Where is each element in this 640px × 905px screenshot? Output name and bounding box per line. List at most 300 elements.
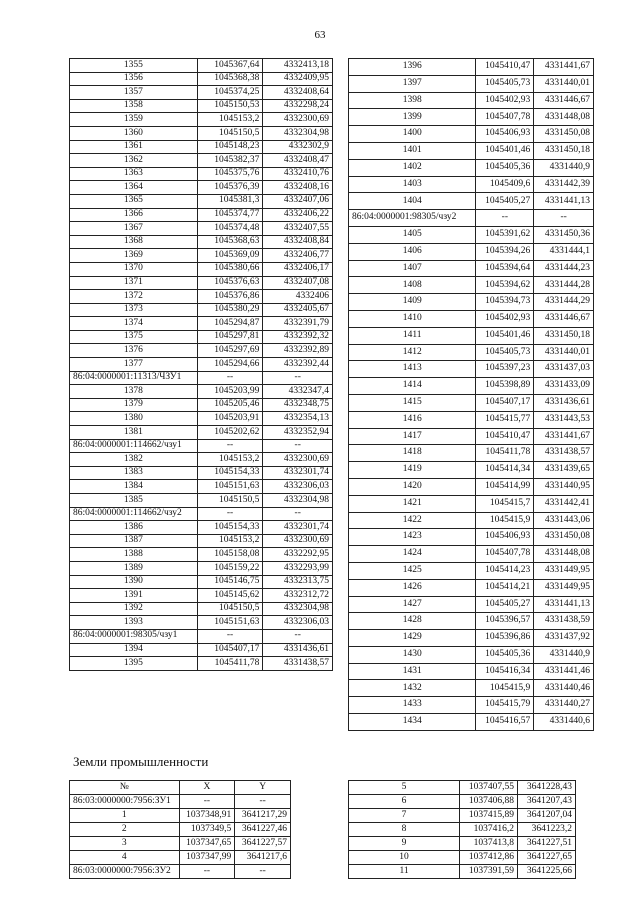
y-coordinate-cell: 4331436,61 <box>534 394 594 411</box>
x-coordinate-cell: 1045414,99 <box>476 478 534 495</box>
x-coordinate-cell: 1045416,57 <box>476 714 534 731</box>
y-coordinate-cell: 4331440,01 <box>534 344 594 361</box>
point-number-cell: 1425 <box>349 562 476 579</box>
y-coordinate-cell: 4331440,9 <box>534 646 594 663</box>
table-row <box>349 823 576 837</box>
point-number-cell: 1423 <box>349 529 476 546</box>
y-coordinate-cell: 4331444,28 <box>534 277 594 294</box>
table-row <box>349 714 594 731</box>
x-coordinate-cell: 1045150,5 <box>197 126 263 140</box>
x-coordinate-cell: 1045297,69 <box>197 344 263 358</box>
x-coordinate-cell: 1045405,73 <box>476 75 534 92</box>
x-coordinate-cell: 1045396,86 <box>476 630 534 647</box>
y-coordinate-cell: 4331438,59 <box>534 613 594 630</box>
table-row <box>349 630 594 647</box>
table-row <box>349 193 594 210</box>
point-number-cell: 1434 <box>349 714 476 731</box>
point-number-cell: 1394 <box>70 643 198 657</box>
y-coordinate-cell: 4332304,98 <box>263 126 333 140</box>
x-coordinate-cell: -- <box>179 865 235 879</box>
y-coordinate-cell: 4331449,95 <box>534 562 594 579</box>
point-number-cell: 1404 <box>349 193 476 210</box>
x-coordinate-cell: 1045151,63 <box>197 480 263 494</box>
point-number-cell: 1412 <box>349 344 476 361</box>
y-coordinate-cell: -- <box>263 371 333 385</box>
y-coordinate-cell: 3641207,43 <box>518 795 576 809</box>
point-number-cell: 7 <box>349 809 460 823</box>
x-coordinate-cell: 1045407,17 <box>197 643 263 657</box>
x-coordinate-cell: 1045203,99 <box>197 385 263 399</box>
y-coordinate-cell: 4332301,74 <box>263 521 333 535</box>
point-number-cell: 1356 <box>70 72 198 86</box>
x-coordinate-cell: 1045153,2 <box>197 453 263 467</box>
point-number-cell: 86:04:0000001:114662/чзу1 <box>70 439 198 453</box>
x-coordinate-cell: 1045294,66 <box>197 358 263 372</box>
table-row <box>70 534 333 548</box>
x-coordinate-cell: 1045411,78 <box>476 445 534 462</box>
table-row <box>349 75 594 92</box>
y-coordinate-cell: 4332413,18 <box>263 59 333 73</box>
point-number-cell: 1361 <box>70 140 198 154</box>
point-number-cell: 1396 <box>349 59 476 76</box>
point-number-cell: 1431 <box>349 663 476 680</box>
point-number-cell: 1364 <box>70 181 198 195</box>
point-number-cell: 1395 <box>70 657 198 671</box>
table-row <box>349 562 594 579</box>
y-coordinate-cell: -- <box>263 439 333 453</box>
point-number-cell: 1421 <box>349 495 476 512</box>
table-row <box>70 453 333 467</box>
x-coordinate-cell: 1037347,65 <box>179 837 235 851</box>
table-row <box>70 99 333 113</box>
point-number-cell: 1393 <box>70 616 198 630</box>
y-coordinate-cell: 4332409,95 <box>263 72 333 86</box>
table-row <box>70 317 333 331</box>
x-coordinate-cell: 1045409,6 <box>476 176 534 193</box>
point-number-cell: 1377 <box>70 358 198 372</box>
table-row <box>70 330 333 344</box>
x-coordinate-cell: -- <box>476 210 534 227</box>
y-coordinate-cell: 4332406,77 <box>263 249 333 263</box>
x-coordinate-cell: 1045411,78 <box>197 657 263 671</box>
x-coordinate-cell: 1045406,93 <box>476 529 534 546</box>
table-row <box>349 159 594 176</box>
x-coordinate-cell: 1045414,23 <box>476 562 534 579</box>
point-number-cell: 1392 <box>70 602 198 616</box>
point-number-cell: 1355 <box>70 59 198 73</box>
point-number-cell: 8 <box>349 823 460 837</box>
y-coordinate-cell: 4332408,16 <box>263 181 333 195</box>
x-coordinate-cell: 1045405,36 <box>476 159 534 176</box>
table-row <box>349 529 594 546</box>
x-coordinate-cell: 1045407,78 <box>476 546 534 563</box>
point-number-cell: 1370 <box>70 262 198 276</box>
y-coordinate-cell: 4332392,32 <box>263 330 333 344</box>
point-number-cell: 1358 <box>70 99 198 113</box>
point-number-cell: 1420 <box>349 478 476 495</box>
y-coordinate-cell: 4331442,41 <box>534 495 594 512</box>
table-row <box>70 616 333 630</box>
y-coordinate-cell: 4332293,99 <box>263 561 333 575</box>
x-coordinate-cell: 1045410,47 <box>476 59 534 76</box>
x-coordinate-cell: 1045376,39 <box>197 181 263 195</box>
y-coordinate-cell: 4332300,69 <box>263 453 333 467</box>
point-number-cell: 86:04:0000001:98305/чзу1 <box>70 629 198 643</box>
y-coordinate-cell: -- <box>235 865 291 879</box>
table-row <box>70 561 333 575</box>
y-coordinate-cell: 4332300,69 <box>263 113 333 127</box>
x-coordinate-cell: 1045145,62 <box>197 589 263 603</box>
table-row <box>70 412 333 426</box>
y-coordinate-cell: 4331440,46 <box>534 680 594 697</box>
point-number-cell: 1422 <box>349 512 476 529</box>
x-coordinate-cell: 1045374,77 <box>197 208 263 222</box>
point-number-cell: 10 <box>349 851 460 865</box>
point-number-cell: 1360 <box>70 126 198 140</box>
y-coordinate-cell: 3641217,29 <box>235 809 291 823</box>
x-coordinate-cell: 1045380,66 <box>197 262 263 276</box>
table-row <box>349 344 594 361</box>
x-coordinate-cell: 1045401,46 <box>476 327 534 344</box>
x-coordinate-cell: 1045146,75 <box>197 575 263 589</box>
y-coordinate-cell: 4331446,67 <box>534 92 594 109</box>
x-coordinate-cell: 1045382,37 <box>197 154 263 168</box>
table-row <box>349 327 594 344</box>
table-row <box>70 59 333 73</box>
point-number-cell: 1426 <box>349 579 476 596</box>
x-coordinate-cell: 1045297,81 <box>197 330 263 344</box>
y-coordinate-cell: 4332348,75 <box>263 398 333 412</box>
x-coordinate-cell: 1045415,77 <box>476 411 534 428</box>
table-row <box>70 72 333 86</box>
point-number-cell: 1380 <box>70 412 198 426</box>
y-coordinate-cell: 4331443,53 <box>534 411 594 428</box>
page-number: 63 <box>314 29 326 41</box>
y-coordinate-cell: 4331448,08 <box>534 546 594 563</box>
point-number-cell: 5 <box>349 781 460 795</box>
point-number-cell: 1409 <box>349 294 476 311</box>
industry-coordinates-table-right <box>348 780 576 879</box>
y-coordinate-cell: 4332406 <box>263 290 333 304</box>
table-row <box>70 865 291 879</box>
x-coordinate-cell: 1045414,21 <box>476 579 534 596</box>
y-coordinate-cell: 4331450,36 <box>534 226 594 243</box>
y-coordinate-cell: 4331443,06 <box>534 512 594 529</box>
x-coordinate-cell: 1045415,9 <box>476 680 534 697</box>
table-row <box>349 176 594 193</box>
table-row <box>70 371 333 385</box>
y-coordinate-cell: 4331444,1 <box>534 243 594 260</box>
x-coordinate-cell: 1045153,2 <box>197 534 263 548</box>
table-row <box>70 602 333 616</box>
y-coordinate-cell: 3641207,04 <box>518 809 576 823</box>
table-row <box>70 262 333 276</box>
point-number-cell: 1359 <box>70 113 198 127</box>
point-number-cell: 1432 <box>349 680 476 697</box>
table-row <box>349 260 594 277</box>
x-coordinate-cell: 1037349,5 <box>179 823 235 837</box>
table-row <box>349 277 594 294</box>
table-row <box>70 823 291 837</box>
y-coordinate-cell: 3641223,2 <box>518 823 576 837</box>
point-number-cell: 1367 <box>70 222 198 236</box>
y-coordinate-cell: 4331444,29 <box>534 294 594 311</box>
column-header-x: X <box>179 781 235 795</box>
x-coordinate-cell: 1045367,64 <box>197 59 263 73</box>
industry-coordinates-table-left <box>69 780 291 879</box>
table-row <box>349 142 594 159</box>
x-coordinate-cell: 1045368,63 <box>197 235 263 249</box>
table-row <box>349 680 594 697</box>
y-coordinate-cell: 4331450,18 <box>534 327 594 344</box>
y-coordinate-cell: 4331440,27 <box>534 697 594 714</box>
table-row <box>349 478 594 495</box>
x-coordinate-cell: 1045394,62 <box>476 277 534 294</box>
x-coordinate-cell: 1045375,76 <box>197 167 263 181</box>
y-coordinate-cell: 4332313,75 <box>263 575 333 589</box>
point-number-cell: 1416 <box>349 411 476 428</box>
table-row <box>349 294 594 311</box>
point-number-cell: 1408 <box>349 277 476 294</box>
y-coordinate-cell: 4332300,69 <box>263 534 333 548</box>
point-number-cell: 1407 <box>349 260 476 277</box>
table-row <box>70 86 333 100</box>
y-coordinate-cell: 4331437,03 <box>534 361 594 378</box>
x-coordinate-cell: 1045405,36 <box>476 646 534 663</box>
point-number-cell: 1428 <box>349 613 476 630</box>
y-coordinate-cell: 4331439,65 <box>534 462 594 479</box>
table-row <box>349 126 594 143</box>
point-number-cell: 11 <box>349 865 460 879</box>
table-row <box>70 575 333 589</box>
y-coordinate-cell: 4332292,95 <box>263 548 333 562</box>
table-row <box>349 663 594 680</box>
x-coordinate-cell: 1037391,59 <box>460 865 518 879</box>
table-header-row <box>70 781 291 795</box>
table-row <box>70 344 333 358</box>
x-coordinate-cell: 1045398,89 <box>476 378 534 395</box>
column-header-number: № <box>70 781 180 795</box>
point-number-cell: 1415 <box>349 394 476 411</box>
point-number-cell: 1390 <box>70 575 198 589</box>
point-number-cell: 9 <box>349 837 460 851</box>
table-row <box>349 210 594 227</box>
table-row <box>349 109 594 126</box>
point-number-cell: 1414 <box>349 378 476 395</box>
point-number-cell: 1389 <box>70 561 198 575</box>
table-row <box>349 596 594 613</box>
table-row <box>70 126 333 140</box>
point-number-cell: 1400 <box>349 126 476 143</box>
point-number-cell: 1418 <box>349 445 476 462</box>
x-coordinate-cell: -- <box>197 439 263 453</box>
point-number-cell: 6 <box>349 795 460 809</box>
x-coordinate-cell: 1045415,9 <box>476 512 534 529</box>
table-row <box>70 494 333 508</box>
x-coordinate-cell: 1037412,86 <box>460 851 518 865</box>
point-number-cell: 1399 <box>349 109 476 126</box>
y-coordinate-cell: -- <box>534 210 594 227</box>
x-coordinate-cell: 1045406,93 <box>476 126 534 143</box>
table-row <box>70 290 333 304</box>
x-coordinate-cell: 1045414,34 <box>476 462 534 479</box>
table-row <box>70 222 333 236</box>
y-coordinate-cell: 3641225,66 <box>518 865 576 879</box>
y-coordinate-cell: 4332304,98 <box>263 494 333 508</box>
x-coordinate-cell: 1045150,5 <box>197 494 263 508</box>
y-coordinate-cell: 4331450,08 <box>534 126 594 143</box>
x-coordinate-cell: 1045154,33 <box>197 466 263 480</box>
table-row <box>70 398 333 412</box>
x-coordinate-cell: 1045380,29 <box>197 303 263 317</box>
table-row <box>349 546 594 563</box>
point-number-cell: 1402 <box>349 159 476 176</box>
x-coordinate-cell: 1045405,27 <box>476 596 534 613</box>
x-coordinate-cell: -- <box>179 795 235 809</box>
y-coordinate-cell: 4332298,24 <box>263 99 333 113</box>
point-number-cell: 1385 <box>70 494 198 508</box>
x-coordinate-cell: -- <box>197 371 263 385</box>
table-row <box>349 795 576 809</box>
x-coordinate-cell: -- <box>197 507 263 521</box>
point-number-cell: 1384 <box>70 480 198 494</box>
point-number-cell: 1373 <box>70 303 198 317</box>
point-number-cell: 86:04:0000001:98305/чзу2 <box>349 210 476 227</box>
y-coordinate-cell: 4332408,47 <box>263 154 333 168</box>
y-coordinate-cell: 4332352,94 <box>263 426 333 440</box>
table-row <box>70 235 333 249</box>
table-row <box>70 426 333 440</box>
table-row <box>70 358 333 372</box>
y-coordinate-cell: 4331440,6 <box>534 714 594 731</box>
y-coordinate-cell: 4332406,17 <box>263 262 333 276</box>
point-number-cell: 1378 <box>70 385 198 399</box>
x-coordinate-cell: 1037407,55 <box>460 781 518 795</box>
x-coordinate-cell: 1037347,99 <box>179 851 235 865</box>
point-number-cell: 1391 <box>70 589 198 603</box>
x-coordinate-cell: 1045376,63 <box>197 276 263 290</box>
table-row <box>349 361 594 378</box>
x-coordinate-cell: 1045159,22 <box>197 561 263 575</box>
table-row <box>70 548 333 562</box>
point-number-cell: 1397 <box>349 75 476 92</box>
x-coordinate-cell: 1045158,08 <box>197 548 263 562</box>
table-row <box>70 507 333 521</box>
point-number-cell: 1383 <box>70 466 198 480</box>
x-coordinate-cell: 1045394,26 <box>476 243 534 260</box>
y-coordinate-cell: 4332304,98 <box>263 602 333 616</box>
x-coordinate-cell: 1045415,7 <box>476 495 534 512</box>
point-number-cell: 1386 <box>70 521 198 535</box>
table-row <box>70 385 333 399</box>
y-coordinate-cell: -- <box>263 507 333 521</box>
point-number-cell: 1368 <box>70 235 198 249</box>
point-number-cell: 1410 <box>349 310 476 327</box>
point-number-cell: 86:04:0000001:11313/ЧЗУ1 <box>70 371 198 385</box>
x-coordinate-cell: 1045150,53 <box>197 99 263 113</box>
point-number-cell: 1382 <box>70 453 198 467</box>
y-coordinate-cell: 4332405,67 <box>263 303 333 317</box>
x-coordinate-cell: 1045416,34 <box>476 663 534 680</box>
y-coordinate-cell: 4332407,06 <box>263 194 333 208</box>
table-row <box>70 521 333 535</box>
y-coordinate-cell: 4332306,03 <box>263 480 333 494</box>
point-number-cell: 1363 <box>70 167 198 181</box>
point-number-cell: 4 <box>70 851 180 865</box>
y-coordinate-cell: 3641227,46 <box>235 823 291 837</box>
table-row <box>70 657 333 671</box>
point-number-cell: 1387 <box>70 534 198 548</box>
x-coordinate-cell: 1045148,23 <box>197 140 263 154</box>
point-number-cell: 86:03:0000000:7956:ЗУ2 <box>70 865 180 879</box>
x-coordinate-cell: 1045415,79 <box>476 697 534 714</box>
y-coordinate-cell: 4332408,84 <box>263 235 333 249</box>
y-coordinate-cell: 4331441,67 <box>534 428 594 445</box>
point-number-cell: 1362 <box>70 154 198 168</box>
x-coordinate-cell: 1045405,27 <box>476 193 534 210</box>
table-row <box>349 579 594 596</box>
table-row <box>70 181 333 195</box>
table-row <box>349 411 594 428</box>
y-coordinate-cell: 4332407,55 <box>263 222 333 236</box>
y-coordinate-cell: 4331449,95 <box>534 579 594 596</box>
x-coordinate-cell: 1045407,17 <box>476 394 534 411</box>
table-row <box>349 59 594 76</box>
y-coordinate-cell: 4331436,61 <box>263 643 333 657</box>
point-number-cell: 1403 <box>349 176 476 193</box>
x-coordinate-cell: 1045151,63 <box>197 616 263 630</box>
x-coordinate-cell: 1045402,93 <box>476 310 534 327</box>
point-number-cell: 1419 <box>349 462 476 479</box>
table-row <box>70 589 333 603</box>
y-coordinate-cell: 4331437,92 <box>534 630 594 647</box>
point-number-cell: 1413 <box>349 361 476 378</box>
point-number-cell: 1374 <box>70 317 198 331</box>
table-row <box>349 462 594 479</box>
x-coordinate-cell: 1045374,25 <box>197 86 263 100</box>
y-coordinate-cell: 4331440,01 <box>534 75 594 92</box>
table-row <box>349 445 594 462</box>
y-coordinate-cell: 4332391,79 <box>263 317 333 331</box>
x-coordinate-cell: 1045153,2 <box>197 113 263 127</box>
point-number-cell: 1406 <box>349 243 476 260</box>
point-number-cell: 1376 <box>70 344 198 358</box>
y-coordinate-cell: 4331440,9 <box>534 159 594 176</box>
table-row <box>349 851 576 865</box>
x-coordinate-cell: 1045376,86 <box>197 290 263 304</box>
table-row <box>349 495 594 512</box>
table-row <box>70 795 291 809</box>
table-row <box>70 837 291 851</box>
y-coordinate-cell: 4331450,18 <box>534 142 594 159</box>
table-row <box>70 643 333 657</box>
point-number-cell: 1365 <box>70 194 198 208</box>
y-coordinate-cell: 4331438,57 <box>263 657 333 671</box>
y-coordinate-cell: 4331441,13 <box>534 596 594 613</box>
point-number-cell: 1424 <box>349 546 476 563</box>
point-number-cell: 1381 <box>70 426 198 440</box>
x-coordinate-cell: 1045394,64 <box>476 260 534 277</box>
y-coordinate-cell: 4331440,95 <box>534 478 594 495</box>
point-number-cell: 1371 <box>70 276 198 290</box>
y-coordinate-cell: -- <box>235 795 291 809</box>
point-number-cell: 1398 <box>349 92 476 109</box>
table-row <box>349 865 576 879</box>
point-number-cell: 1427 <box>349 596 476 613</box>
x-coordinate-cell: 1045410,47 <box>476 428 534 445</box>
y-coordinate-cell: 4331448,08 <box>534 109 594 126</box>
table-row <box>349 837 576 851</box>
